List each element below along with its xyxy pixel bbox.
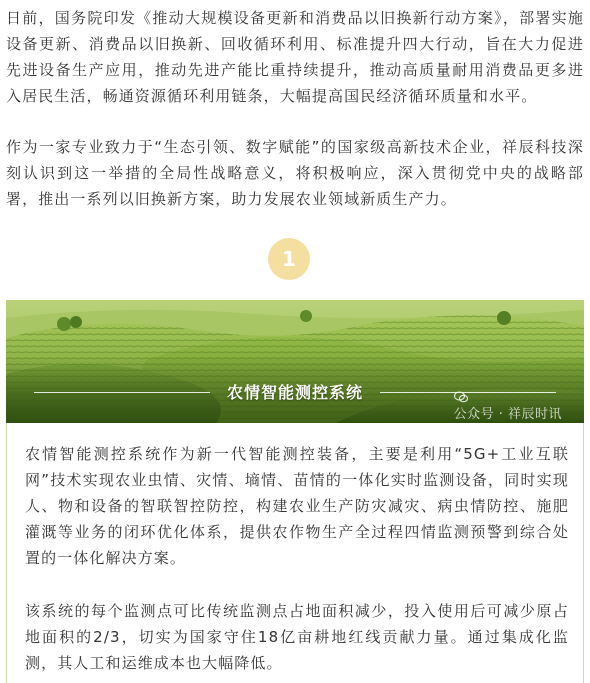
wechat-icon	[454, 391, 468, 403]
section-paragraph-1: 农情智能测控系统作为新一代智能测控装备，主要是利用“5G+工业互联网”技术实现农业虫情、灾情、墒情、苗情的一体化实时监测设备，同时实现人、物和设备的智联智控防控，构建农业生产防灾减灾、病虫情防控、施肥灌溉等业务的闭环优化体系，提供农作物生产全过程四情监测预警到综合处置的一体化解决方案。	[25, 445, 569, 567]
watermark-text: 公众号 · 祥辰时讯	[453, 407, 562, 422]
intro-paragraph-1: 日前，国务院印发《推动大规模设备更新和消费品以旧换新行动方案》，部署实施设备更新、消费品以旧换新、回收循环利用、标准提升四大行动，旨在大力促进先进设备生产应用，推动先进产能比重持续提升，推动高质量耐用消费品更多进入居民生活，畅通资源循环利用链条，大幅提高国民经济循环质量和水平。	[6, 9, 584, 105]
banner-title: 农情智能测控系统	[226, 383, 363, 402]
section-content-box	[6, 423, 584, 683]
section-number-badge: 1	[268, 238, 310, 280]
watermark	[454, 391, 562, 422]
section-banner-image	[6, 300, 584, 423]
section-paragraph-2: 该系统的每个监测点可比传统监测点占地面积减少，投入使用后可减少原占地面积的2/3，切实为国家守住18亿亩耕地红线贡献力量。通过集成化监测，其人工和运维成本也大幅降低。	[25, 602, 569, 672]
intro-paragraph-2: 作为一家专业致力于“生态引领、数字赋能”的国家级高新技术企业，祥辰科技深刻认识到这一举措的全局性战略意义，将积极响应，深入贯彻党中央的战略部署，推出一系列以旧换新方案，助力发展农业领域新质生产力。	[6, 138, 584, 208]
